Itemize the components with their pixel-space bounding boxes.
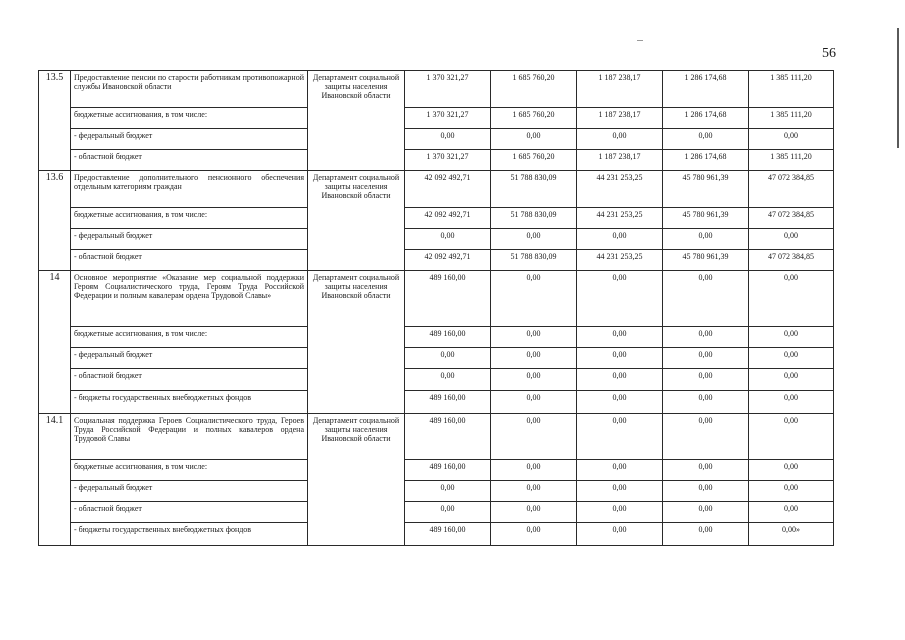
amount-cell: 0,00 [749, 390, 834, 413]
amount-cell: 0,00 [491, 369, 577, 390]
amount-cell: 0,00 [491, 348, 577, 369]
amount-cell: 0,00 [577, 459, 663, 480]
amount-cell: 0,00 [491, 522, 577, 545]
amount-cell: 0,00 [663, 480, 749, 501]
funding-line-label: - федеральный бюджет [71, 129, 308, 150]
amount-cell: 0,00 [749, 501, 834, 522]
amount-cell: 0,00 [663, 369, 749, 390]
amount-cell: 0,00 [749, 369, 834, 390]
amount-cell: 0,00 [577, 327, 663, 348]
amount-cell: 0,00 [491, 229, 577, 250]
amount-cell: 1 385 111,20 [749, 150, 834, 171]
amount-cell: 1 685 760,20 [491, 150, 577, 171]
amount-cell: 0,00 [663, 348, 749, 369]
amount-cell: 0,00 [405, 501, 491, 522]
amount-cell: 0,00 [577, 480, 663, 501]
item-number: 14.1 [39, 413, 71, 545]
amount-cell: 1 685 760,20 [491, 108, 577, 129]
amount-cell: 0,00 [749, 271, 834, 327]
item-title: Предоставление дополнительного пенсионного обеспечения отдельным категориям граждан [71, 171, 308, 208]
funding-line-label: - бюджеты государственных внебюджетных фондов [71, 522, 308, 545]
item-title: Социальная поддержка Героев Социалистического труда, Героев Труда Российской Федерации и полных кавалеров ордена Трудовой Славы [71, 413, 308, 459]
table-row [39, 369, 834, 390]
amount-cell: 0,00 [491, 501, 577, 522]
amount-cell: 0,00 [749, 459, 834, 480]
funding-line-label: бюджетные ассигнования, в том числе: [71, 208, 308, 229]
funding-line-label: - областной бюджет [71, 250, 308, 271]
amount-cell: 1 385 111,20 [749, 108, 834, 129]
amount-cell: 1 286 174,68 [663, 71, 749, 108]
budget-table-body [39, 71, 834, 546]
amount-cell: 0,00 [749, 129, 834, 150]
amount-cell: 0,00 [577, 390, 663, 413]
table-row [39, 348, 834, 369]
department-cell: Департамент социальной защиты населения Ивановской области [308, 271, 405, 413]
group-header-row [39, 271, 834, 327]
funding-line-label: - областной бюджет [71, 150, 308, 171]
funding-line-label: - областной бюджет [71, 369, 308, 390]
amount-cell: 1 187 238,17 [577, 150, 663, 171]
amount-cell: 489 160,00 [405, 522, 491, 545]
amount-cell: 0,00 [577, 348, 663, 369]
amount-cell: 51 788 830,09 [491, 250, 577, 271]
table-row [39, 327, 834, 348]
amount-cell: 0,00 [663, 459, 749, 480]
amount-cell: 0,00 [749, 413, 834, 459]
amount-cell: 489 160,00 [405, 327, 491, 348]
group-header-row [39, 171, 834, 208]
amount-cell: 0,00 [663, 390, 749, 413]
amount-cell: 0,00 [491, 413, 577, 459]
amount-cell: 47 072 384,85 [749, 250, 834, 271]
item-title: Предоставление пенсии по старости работникам противопожарной службы Ивановской области [71, 71, 308, 108]
amount-cell: 47 072 384,85 [749, 208, 834, 229]
amount-cell: 0,00 [491, 129, 577, 150]
department-cell: Департамент социальной защиты населения Ивановской области [308, 171, 405, 271]
amount-cell: 45 780 961,39 [663, 250, 749, 271]
amount-cell: 489 160,00 [405, 459, 491, 480]
amount-cell: 0,00 [749, 348, 834, 369]
funding-line-label: - федеральный бюджет [71, 480, 308, 501]
amount-cell: 0,00 [405, 129, 491, 150]
amount-cell: 44 231 253,25 [577, 171, 663, 208]
amount-cell: 42 092 492,71 [405, 208, 491, 229]
amount-cell: 0,00 [577, 369, 663, 390]
funding-line-label: бюджетные ассигнования, в том числе: [71, 108, 308, 129]
amount-cell: 0,00 [577, 413, 663, 459]
group-header-row [39, 413, 834, 459]
amount-cell: 0,00 [749, 327, 834, 348]
amount-cell: 51 788 830,09 [491, 208, 577, 229]
amount-cell: 0,00 [577, 522, 663, 545]
group-header-row [39, 71, 834, 108]
table-row [39, 459, 834, 480]
item-title: Основное мероприятие «Оказание мер социальной поддержки Героям Социалистического труда, Героям Труда Российской Федерации и полным кавалерам ордена Трудовой Славы» [71, 271, 308, 327]
amount-cell: 51 788 830,09 [491, 171, 577, 208]
amount-cell: 0,00 [405, 369, 491, 390]
amount-cell: 1 685 760,20 [491, 71, 577, 108]
amount-cell: 0,00 [749, 480, 834, 501]
funding-line-label: - областной бюджет [71, 501, 308, 522]
amount-cell: 0,00 [405, 348, 491, 369]
table-row [39, 390, 834, 413]
amount-cell: 1 370 321,27 [405, 108, 491, 129]
table-row [39, 522, 834, 545]
amount-cell: 0,00 [663, 229, 749, 250]
amount-cell: 0,00 [491, 480, 577, 501]
table-row [39, 250, 834, 271]
scan-speck [637, 40, 643, 41]
amount-cell: 0,00 [491, 327, 577, 348]
funding-line-label: - бюджеты государственных внебюджетных фондов [71, 390, 308, 413]
amount-cell: 0,00» [749, 522, 834, 545]
amount-cell: 1 187 238,17 [577, 71, 663, 108]
amount-cell: 0,00 [663, 327, 749, 348]
amount-cell: 0,00 [491, 390, 577, 413]
amount-cell: 0,00 [405, 480, 491, 501]
amount-cell: 0,00 [663, 413, 749, 459]
amount-cell: 0,00 [749, 229, 834, 250]
budget-table [38, 70, 834, 546]
amount-cell: 489 160,00 [405, 390, 491, 413]
funding-line-label: - федеральный бюджет [71, 229, 308, 250]
funding-line-label: - федеральный бюджет [71, 348, 308, 369]
amount-cell: 0,00 [577, 229, 663, 250]
table-row [39, 501, 834, 522]
item-number: 13.5 [39, 71, 71, 171]
amount-cell: 44 231 253,25 [577, 208, 663, 229]
amount-cell: 1 286 174,68 [663, 150, 749, 171]
amount-cell: 0,00 [577, 271, 663, 327]
amount-cell: 0,00 [491, 271, 577, 327]
amount-cell: 0,00 [663, 129, 749, 150]
amount-cell: 0,00 [405, 229, 491, 250]
amount-cell: 1 286 174,68 [663, 108, 749, 129]
amount-cell: 1 370 321,27 [405, 71, 491, 108]
table-row [39, 108, 834, 129]
department-cell: Департамент социальной защиты населения Ивановской области [308, 413, 405, 545]
amount-cell: 42 092 492,71 [405, 250, 491, 271]
amount-cell: 45 780 961,39 [663, 171, 749, 208]
funding-line-label: бюджетные ассигнования, в том числе: [71, 327, 308, 348]
table-row [39, 129, 834, 150]
amount-cell: 0,00 [577, 501, 663, 522]
amount-cell: 0,00 [577, 129, 663, 150]
amount-cell: 489 160,00 [405, 271, 491, 327]
amount-cell: 0,00 [663, 271, 749, 327]
page-number: 56 [822, 46, 836, 61]
amount-cell: 44 231 253,25 [577, 250, 663, 271]
amount-cell: 1 370 321,27 [405, 150, 491, 171]
amount-cell: 0,00 [663, 501, 749, 522]
amount-cell: 1 187 238,17 [577, 108, 663, 129]
binder-edge-line [897, 28, 899, 148]
table-row [39, 208, 834, 229]
item-number: 13.6 [39, 171, 71, 271]
table-row [39, 229, 834, 250]
amount-cell: 1 385 111,20 [749, 71, 834, 108]
funding-line-label: бюджетные ассигнования, в том числе: [71, 459, 308, 480]
amount-cell: 0,00 [663, 522, 749, 545]
table-row [39, 480, 834, 501]
department-cell: Департамент социальной защиты населения Ивановской области [308, 71, 405, 171]
amount-cell: 0,00 [491, 459, 577, 480]
amount-cell: 45 780 961,39 [663, 208, 749, 229]
table-row [39, 150, 834, 171]
amount-cell: 47 072 384,85 [749, 171, 834, 208]
amount-cell: 489 160,00 [405, 413, 491, 459]
item-number: 14 [39, 271, 71, 413]
amount-cell: 42 092 492,71 [405, 171, 491, 208]
